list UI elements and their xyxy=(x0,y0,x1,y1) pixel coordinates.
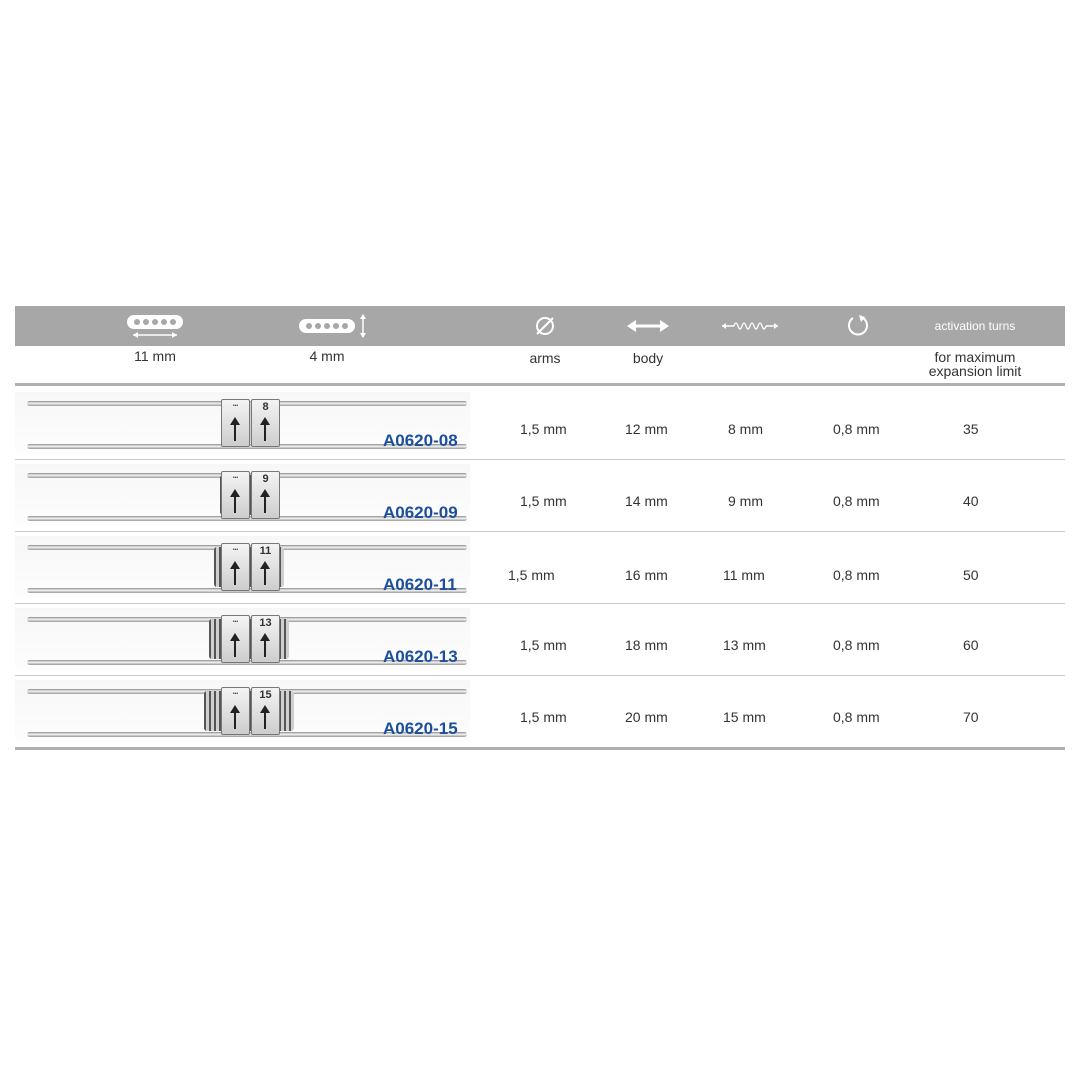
arms-value: 1,5 mm xyxy=(520,709,567,725)
product-code: A0620-08 xyxy=(383,431,458,450)
spring-icon xyxy=(715,306,785,346)
activation-turns-value: 40 xyxy=(963,493,979,509)
block-size-number: 11 xyxy=(259,545,272,557)
expander-block xyxy=(221,471,250,519)
arms-value: 1,5 mm xyxy=(508,567,555,583)
header-divider xyxy=(15,383,1065,386)
expander-image xyxy=(15,680,470,742)
block-size-number: 9 xyxy=(262,473,269,485)
table-row xyxy=(15,532,1065,602)
product-code: A0620-11 xyxy=(383,575,457,594)
expander-block-numbered xyxy=(251,543,280,591)
body-value: 16 mm xyxy=(625,567,668,583)
block-marking: ••• xyxy=(232,547,239,553)
activation-turns-value: 35 xyxy=(963,421,979,437)
block-marking: ••• xyxy=(232,475,239,481)
activation-step-value: 0,8 mm xyxy=(833,637,880,653)
arms-value: 1,5 mm xyxy=(520,493,567,509)
expander-image xyxy=(15,464,470,526)
block-marking: ••• xyxy=(232,403,239,409)
product-code: A0620-13 xyxy=(383,647,458,666)
activation-step-value: 0,8 mm xyxy=(833,709,880,725)
block-size-number: 15 xyxy=(259,689,272,701)
activation-turns-title: activation turns xyxy=(934,319,1016,333)
spring-value: 9 mm xyxy=(728,493,763,509)
product-code: A0620-09 xyxy=(383,503,458,522)
body-value: 14 mm xyxy=(625,493,668,509)
activation-turns-value: 50 xyxy=(963,567,979,583)
body-label: body xyxy=(632,350,664,366)
activation-turns-subtitle xyxy=(910,350,1040,378)
expander-block xyxy=(221,543,250,591)
arms-label: arms xyxy=(529,350,561,366)
activation-turns-value: 70 xyxy=(963,709,979,725)
height-icon xyxy=(293,306,373,346)
activation-step-value: 0,8 mm xyxy=(833,493,880,509)
spring-value: 13 mm xyxy=(723,637,766,653)
arms-value: 1,5 mm xyxy=(520,637,567,653)
activation-sub-line-1: for maximum xyxy=(934,349,1016,365)
width-icon xyxy=(120,306,190,346)
table-row xyxy=(15,604,1065,674)
activation-step-value: 0,8 mm xyxy=(833,567,880,583)
double-arrow-icon xyxy=(623,306,673,346)
expander-block-numbered xyxy=(251,615,280,663)
arms-value: 1,5 mm xyxy=(520,421,567,437)
spring-value: 8 mm xyxy=(728,421,763,437)
table-row xyxy=(15,460,1065,530)
expander-block-numbered xyxy=(251,687,280,735)
body-value: 20 mm xyxy=(625,709,668,725)
table-row xyxy=(15,676,1065,746)
body-value: 18 mm xyxy=(625,637,668,653)
block-marking: ••• xyxy=(232,619,239,625)
expander-block xyxy=(221,399,250,447)
activation-turns-value: 60 xyxy=(963,637,979,653)
expander-block xyxy=(221,615,250,663)
table-bottom-border xyxy=(15,747,1065,750)
expander-block-numbered xyxy=(251,399,280,447)
block-marking: ••• xyxy=(232,691,239,697)
expander-block xyxy=(221,687,250,735)
width-label: 11 mm xyxy=(134,348,176,364)
expander-image xyxy=(15,608,470,670)
height-label: 4 mm xyxy=(309,348,345,364)
rotation-icon xyxy=(841,306,875,346)
table-row xyxy=(15,388,1065,458)
expander-block-numbered xyxy=(251,471,280,519)
block-size-number: 8 xyxy=(262,401,269,413)
product-code: A0620-15 xyxy=(383,719,458,738)
activation-step-value: 0,8 mm xyxy=(833,421,880,437)
body-value: 12 mm xyxy=(625,421,668,437)
expander-image xyxy=(15,536,470,598)
spring-value: 15 mm xyxy=(723,709,766,725)
block-size-number: 13 xyxy=(259,617,272,629)
diameter-icon xyxy=(525,306,565,346)
activation-sub-line-2: expansion limit xyxy=(928,363,1022,379)
expander-image xyxy=(15,392,470,454)
spring-value: 11 mm xyxy=(723,567,765,583)
